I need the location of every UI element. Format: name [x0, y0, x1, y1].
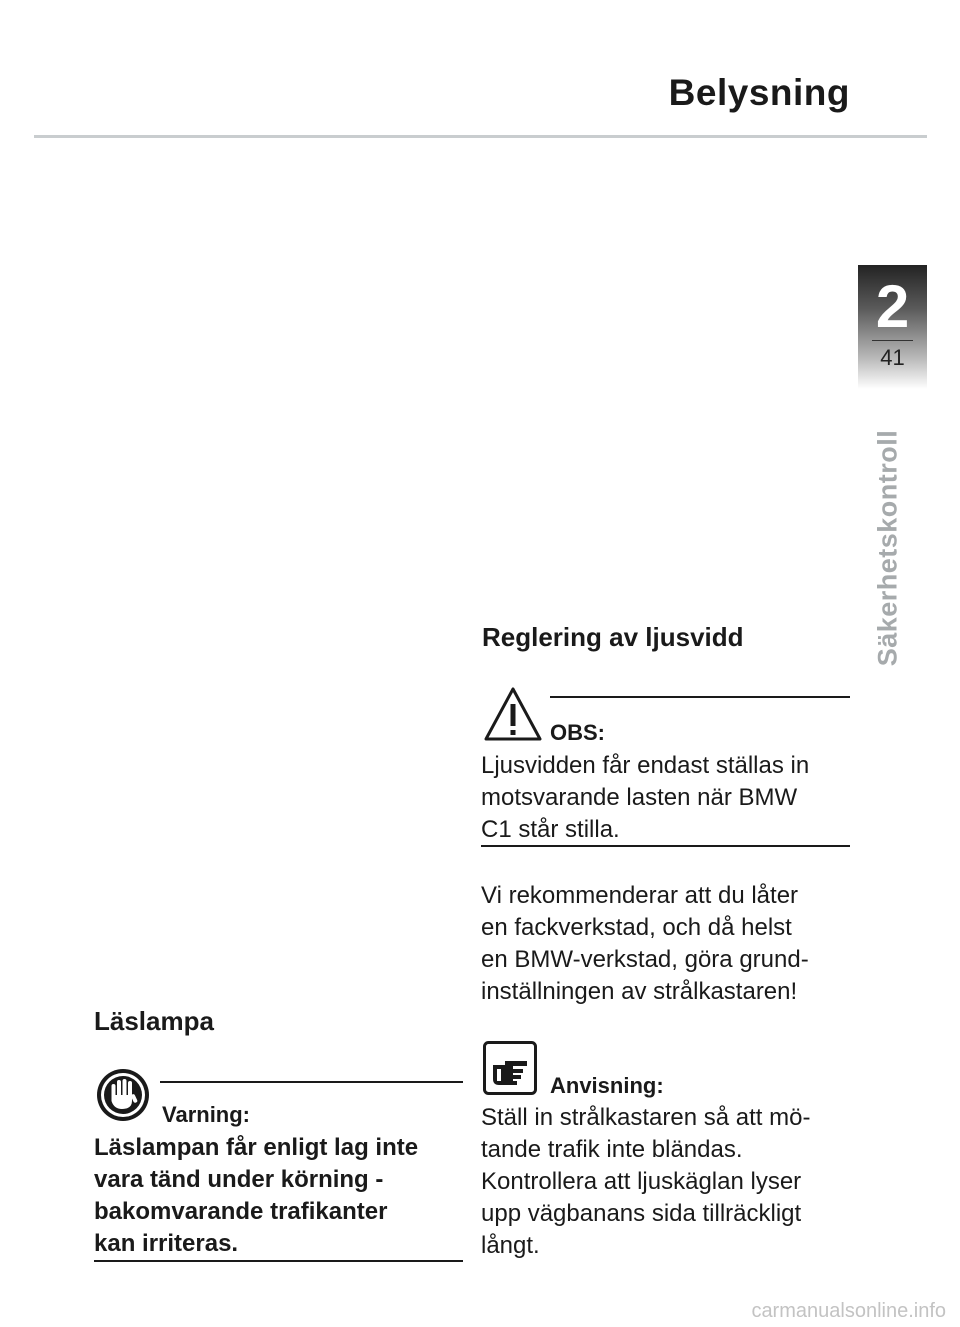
chapter-tab	[858, 265, 927, 389]
chapter-number: 2	[875, 273, 910, 340]
watermark: carmanualsonline.info	[751, 1300, 946, 1322]
paragraph-line: en BMW-verkstad, göra grund-	[481, 946, 809, 973]
recommendation-paragraph	[481, 880, 809, 1008]
warning-bottom-rule	[94, 1260, 463, 1262]
side-section-label-text: Säkerhetskontroll	[872, 429, 903, 667]
section-heading-ljusvidd: Reglering av ljusvidd	[482, 622, 744, 652]
obs-line: Ljusvidden får endast ställas in	[481, 752, 810, 779]
warning-label: Varning:	[162, 1102, 251, 1127]
header-divider	[34, 135, 927, 138]
note-line: Ställ in strålkastaren så att mö-	[481, 1104, 811, 1131]
page-title: Belysning	[668, 72, 850, 113]
obs-bottom-rule	[481, 845, 850, 847]
warning-line: kan irriteras.	[94, 1230, 239, 1257]
note-line: Kontrollera att ljuskäglan lyser	[481, 1168, 802, 1195]
paragraph-line: en fackverkstad, och då helst	[481, 914, 792, 941]
warning-top-rule	[160, 1081, 463, 1083]
obs-label: OBS:	[550, 720, 605, 745]
warning-line: bakomvarande trafikanter	[94, 1198, 388, 1225]
section-heading-laslampa: Läslampa	[94, 1006, 214, 1036]
obs-text	[481, 750, 809, 846]
paragraph-line: Vi rekommenderar att du låter	[481, 882, 799, 909]
exclamation-triangle-icon	[483, 686, 543, 742]
chapter-divider	[872, 340, 913, 341]
note-line: tande trafik inte bländas.	[481, 1136, 743, 1163]
obs-line: motsvarande lasten när BMW	[481, 784, 798, 811]
paragraph-line: inställningen av strålkastaren!	[481, 978, 798, 1005]
note-text	[481, 1102, 810, 1262]
pointing-hand-icon	[483, 1041, 537, 1095]
stop-hand-icon	[96, 1068, 150, 1122]
warning-line: vara tänd under körning -	[94, 1166, 384, 1193]
obs-line: C1 står stilla.	[481, 816, 620, 843]
page-number: 41	[880, 345, 905, 370]
note-line: långt.	[481, 1232, 540, 1259]
obs-top-rule	[550, 696, 850, 698]
warning-line: Läslampan får enligt lag inte	[94, 1134, 419, 1161]
note-line: upp vägbanans sida tillräckligt	[481, 1200, 802, 1227]
note-label: Anvisning:	[550, 1073, 664, 1098]
warning-text	[94, 1132, 418, 1260]
